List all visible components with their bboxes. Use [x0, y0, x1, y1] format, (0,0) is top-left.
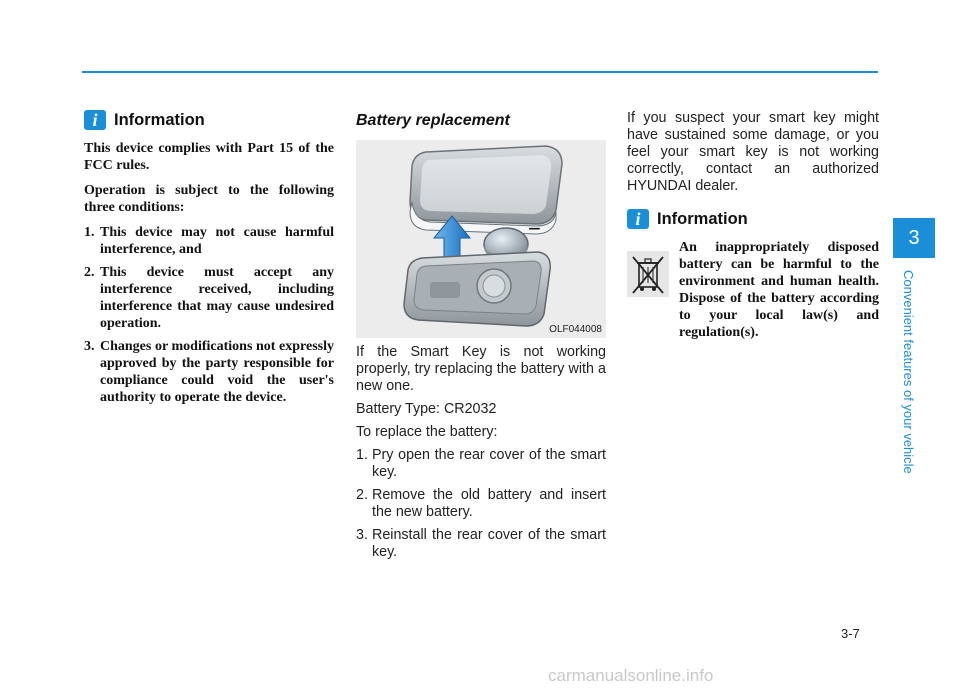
list-item: [356, 447, 606, 481]
list-item: [84, 224, 334, 258]
chapter-label-text: Convenient features of your vehicle: [901, 270, 916, 474]
list-number: 1.: [356, 447, 368, 463]
disposal-text-wrap: [679, 239, 879, 349]
section-title: Battery replacement: [356, 112, 510, 129]
replace-heading: To replace the battery:: [356, 424, 498, 440]
disposal-note: [627, 239, 879, 349]
list-text: This device must accept any interference received, including interference that may cause undesired operation.: [100, 265, 334, 331]
list-text: Pry open the rear cover of the smart key.: [372, 447, 606, 480]
list-number: 1.: [84, 225, 95, 240]
disposal-text: An inappropriately disposed battery can be harmful to the environment and human health. Dispose of the battery according to your local law(s) and regulation(s).: [679, 240, 879, 340]
chapter-label: [898, 270, 920, 500]
list-number: 2.: [84, 265, 95, 280]
chapter-tab: 3: [893, 218, 935, 258]
intro-paragraph: If the Smart Key is not working properly, try replacing the battery with a new one.: [356, 344, 606, 394]
column-damage-information: [627, 110, 879, 349]
list-text: This device may not cause harmful interference, and: [100, 225, 334, 257]
fcc-paragraph: This device complies with Part 15 of the FCC rules.: [84, 141, 334, 173]
list-item: [356, 487, 606, 521]
watermark: carmanualsonline.info: [548, 666, 714, 685]
list-text: Remove the old battery and insert the new battery.: [372, 487, 606, 520]
info-header: [627, 209, 879, 229]
column-battery-replacement: [356, 110, 606, 567]
column-fcc-information: [84, 110, 334, 412]
info-header: [84, 110, 334, 130]
figure-code: OLF044008: [549, 324, 602, 335]
battery-type: Battery Type: CR2032: [356, 401, 497, 417]
fcc-body: [84, 140, 334, 406]
damage-paragraph-wrap: [627, 110, 879, 195]
crossed-bin-icon: [627, 251, 669, 297]
battery-instructions: [356, 344, 606, 561]
fcc-conditions-list: [84, 224, 334, 406]
list-text: Reinstall the rear cover of the smart key.: [372, 527, 606, 560]
smart-key-illustration: [356, 140, 606, 338]
page-number: 3-7: [841, 626, 860, 641]
info-title: Information: [657, 209, 748, 228]
minus-sign: −: [528, 216, 541, 241]
list-item: [84, 264, 334, 332]
smart-key-figure: [356, 140, 606, 338]
information-icon: i: [627, 209, 649, 229]
info-title: Information: [114, 110, 205, 129]
list-number: 2.: [356, 487, 368, 503]
list-number: 3.: [356, 527, 368, 543]
top-rule: [82, 71, 878, 73]
information-icon: i: [84, 110, 106, 130]
damage-paragraph: If you suspect your smart key might have sustained some damage, or you feel your smart key is not working correctly, contact an authorized HYUNDAI dealer.: [627, 110, 879, 194]
replacement-steps: [356, 447, 606, 561]
list-item: [84, 338, 334, 406]
list-text: Changes or modifications not expressly approved by the party responsible for compliance could void the user's authority to operate the device.: [100, 339, 334, 405]
list-number: 3.: [84, 339, 95, 354]
fcc-paragraph: Operation is subject to the following three conditions:: [84, 183, 334, 215]
list-item: [356, 527, 606, 561]
